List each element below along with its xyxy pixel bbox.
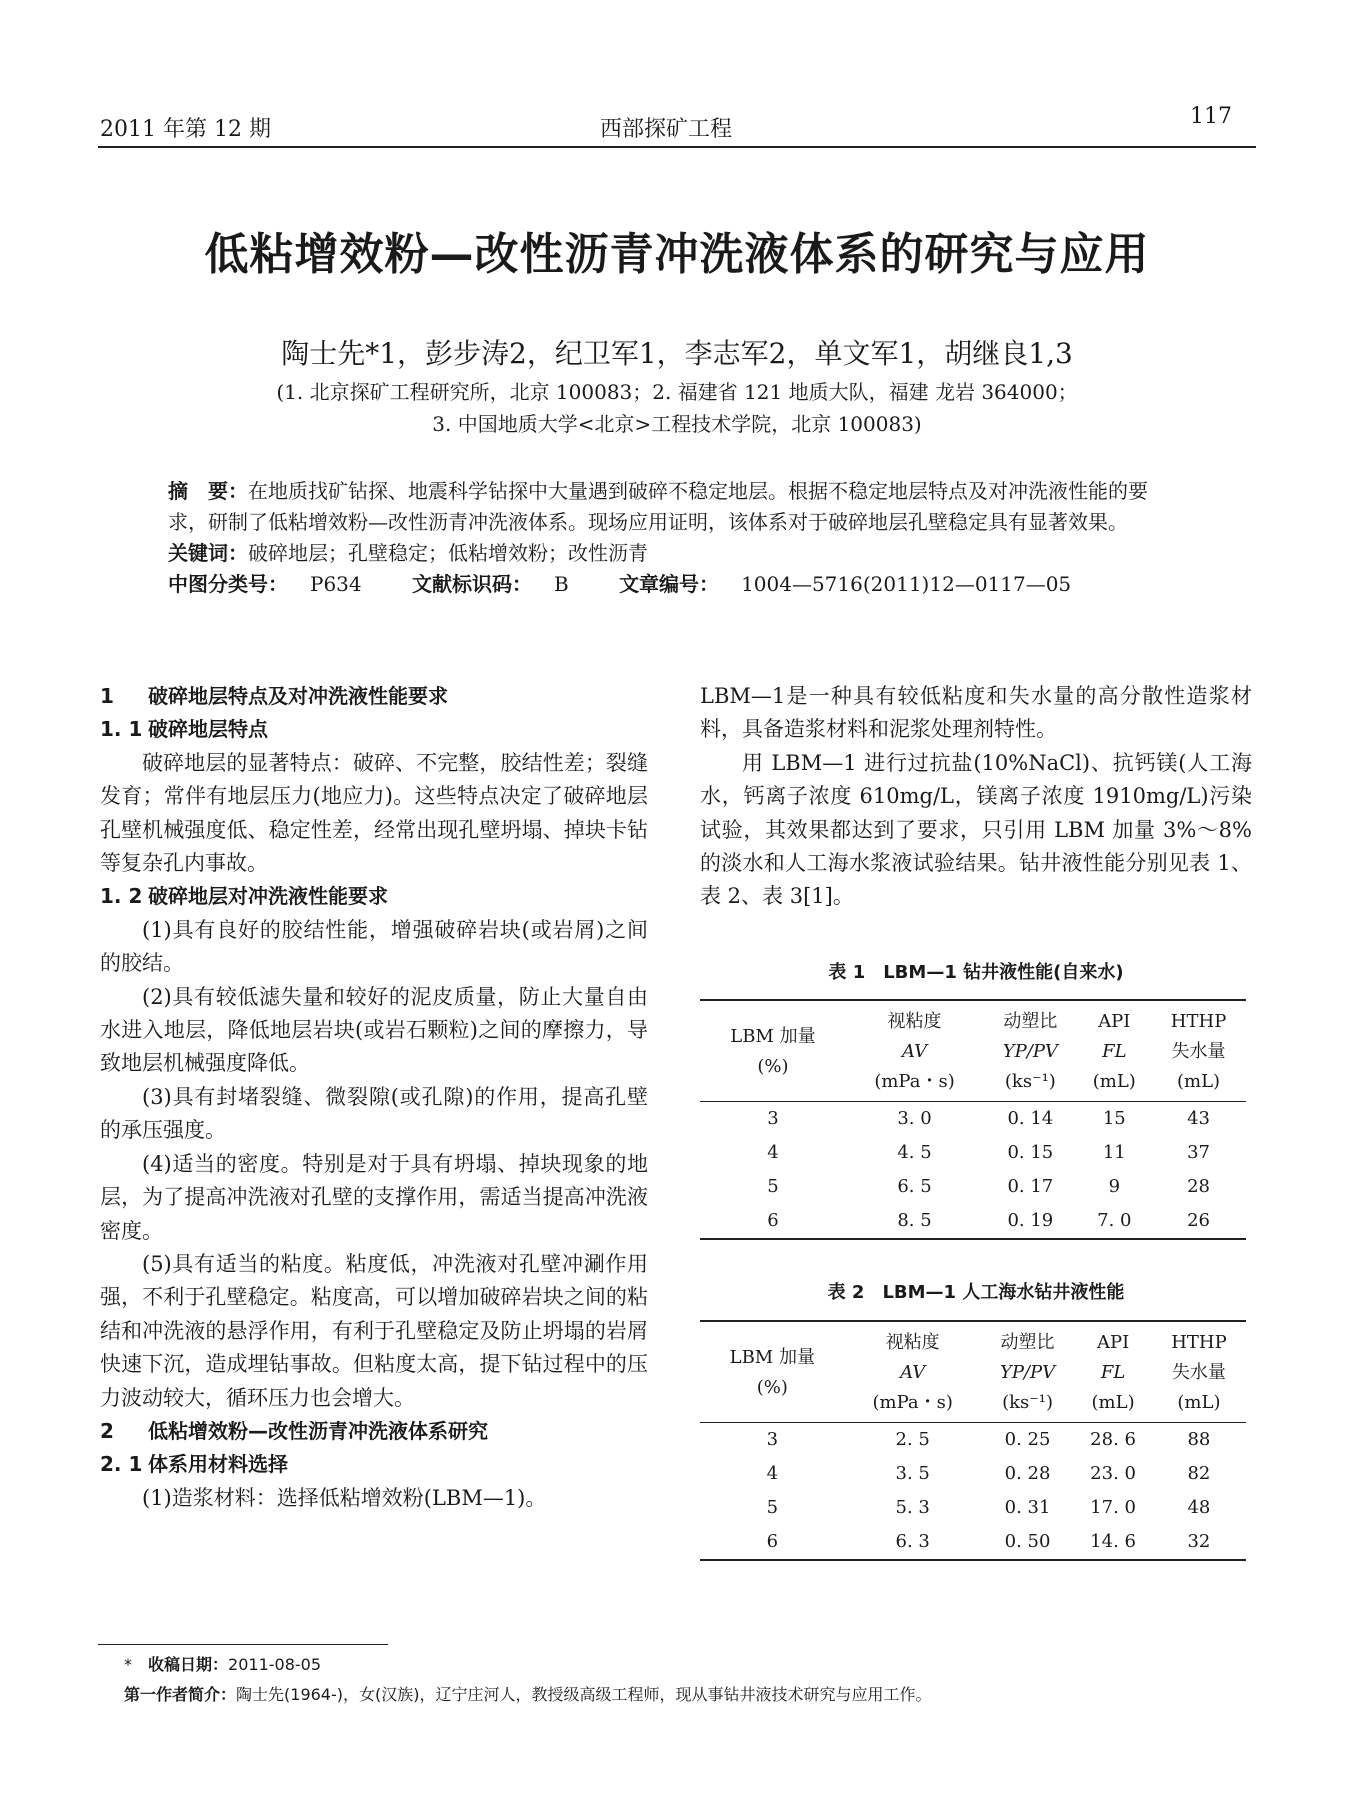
requirement-3: (3)具有封堵裂缝、微裂隙(或孔隙)的作用，提高孔壁的承压强度。: [100, 1084, 648, 1143]
footnote-marker: *: [124, 1655, 132, 1674]
table-row: [700, 1457, 1246, 1491]
table-cell: 4. 5: [897, 1142, 932, 1164]
header-line: (mL): [1177, 1071, 1221, 1093]
table-cell: 6. 3: [895, 1530, 930, 1552]
section-heading-1-1: [100, 713, 648, 746]
section-title: 破碎地层对冲洗液性能要求: [148, 884, 388, 909]
table-cell: 14. 6: [1090, 1530, 1136, 1552]
section-heading-2: [100, 1415, 648, 1448]
abstract-block: [168, 476, 1178, 600]
header-line: LBM 加量: [729, 1346, 815, 1368]
table-cell: 23. 0: [1090, 1462, 1136, 1484]
table-cell: 0. 19: [1007, 1210, 1054, 1232]
table-cell: 82: [1187, 1462, 1211, 1484]
table-cell: 43: [1187, 1108, 1210, 1130]
table-row: [700, 1136, 1246, 1170]
table-cell: 3. 0: [897, 1108, 932, 1130]
keywords-text: 破碎地层；孔壁稳定；低粘增效粉；改性沥青: [248, 541, 648, 565]
received-date-note: [124, 1650, 931, 1680]
requirement-4: (4)适当的密度。特别是对于具有坍塌、掉块现象的地层，为了提高冲洗液对孔壁的支撑作用，需适当提高冲洗液密度。: [100, 1151, 648, 1243]
table-row: [700, 1422, 1246, 1457]
requirement-2: (2)具有较低滤失量和较好的泥皮质量，防止大量自由水进入地层，降低地层岩块(或岩石颗粒)之间的摩擦力，导致地层机械强度降低。: [100, 984, 648, 1076]
header-line: AV: [900, 1361, 926, 1383]
header-line: (ks⁻¹): [1002, 1391, 1053, 1413]
section-number: 2. 1: [100, 1452, 143, 1477]
table-cell: 7. 0: [1097, 1210, 1132, 1232]
header-line: (%): [757, 1056, 789, 1078]
table-cell: 88: [1187, 1428, 1211, 1450]
table-cell: 32: [1187, 1530, 1211, 1552]
author-list: 陶士先*1，彭步涛2，纪卫军1，李志军2，单文军1，胡继良1,3: [281, 337, 1073, 370]
column-header: [700, 1321, 845, 1423]
paragraph: (1)造浆材料：选择低粘增效粉(LBM—1)。: [142, 1485, 547, 1510]
table-header-row: [700, 1000, 1246, 1102]
table-row: [700, 1525, 1246, 1560]
table-cell: 28: [1187, 1176, 1210, 1198]
table-cell: 11: [1102, 1142, 1126, 1164]
doc-code-value: B: [554, 572, 569, 596]
section-heading-1: [100, 680, 648, 713]
keywords-label: 关键词：: [168, 541, 248, 565]
doc-code-label: 文献标识码：: [412, 572, 532, 596]
column-header: [845, 1321, 981, 1423]
received-date: 2011-08-05: [228, 1655, 322, 1674]
header-line: 失水量: [1171, 1041, 1226, 1063]
table-cell: 0. 31: [1004, 1496, 1051, 1518]
column-header: [1074, 1321, 1152, 1423]
header-rule: [98, 146, 1256, 148]
column-header: [1151, 1000, 1246, 1102]
paragraph: 用 LBM—1 进行过抗盐(10%NaCl)、抗钙镁(人工海水，钙离子浓度 610mg/L，镁离子浓度 1910mg/L)污染试验，其效果都达到了要求，只引用 LBM 加量 3%～8%的淡水和人工海水浆液试验结果。钻井液性能分别见表 1、表 2、表 3[1]。: [700, 750, 1252, 909]
table-cell: 37: [1187, 1142, 1210, 1164]
column-header: [983, 1000, 1077, 1102]
page-number: 117: [1190, 104, 1232, 129]
section-title: 低粘增效粉—改性沥青冲洗液体系研究: [148, 1418, 488, 1443]
header-line: (ks⁻¹): [1004, 1071, 1056, 1093]
affiliation-line-1: (1. 北京探矿工程研究所，北京 100083；2. 福建省 121 地质大队，福建 龙岩 364000；: [276, 380, 1078, 404]
header-line: AV: [901, 1041, 928, 1063]
requirement-5: (5)具有适当的粘度。粘度低，冲洗液对孔壁冲涮作用强，不利于孔壁稳定。粘度高，可以增加破碎岩块之间的粘结和冲洗液的悬浮作用，有利于孔壁稳定及防止坍塌的岩屑快速下沉，造成埋钻事故。但粘度太高，提下钻过程中的压力波动较大，循环压力也会增大。: [100, 1251, 648, 1410]
table-cell: 17. 0: [1090, 1496, 1136, 1518]
keywords: [168, 538, 1178, 569]
abstract: [168, 476, 1178, 538]
table-cell: 3. 5: [895, 1462, 930, 1484]
table-cell: 15: [1102, 1108, 1126, 1130]
requirement-1: (1)具有良好的胶结性能，增强破碎岩块(或岩屑)之间的胶结。: [100, 917, 648, 976]
section-number: 1. 2: [100, 884, 143, 909]
paragraph: LBM—1是一种具有较低粘度和失水量的高分散性造浆材料，具备造浆材料和泥浆处理剂特性。: [700, 684, 1252, 742]
clc-value: P634: [310, 572, 362, 596]
table-cell: 3: [766, 1428, 779, 1450]
column-header: [846, 1000, 983, 1102]
table-cell: 28. 6: [1090, 1428, 1136, 1450]
data-table-1: [700, 999, 1246, 1240]
header-line: YP/PV: [999, 1361, 1056, 1383]
bio-text: 陶士先(1964-)，女(汉族)，辽宁庄河人，教授级高级工程师，现从事钻井液技术研究与应用工作。: [236, 1685, 932, 1704]
table-cell: 0. 15: [1007, 1142, 1054, 1164]
clc-label: 中图分类号：: [168, 572, 288, 596]
table-cell: 0. 17: [1007, 1176, 1054, 1198]
footnotes: [124, 1650, 931, 1710]
affiliation-line-2: 3. 中国地质大学<北京>工程技术学院，北京 100083): [432, 412, 922, 436]
section-title: 破碎地层特点: [148, 717, 268, 742]
column-header: [1152, 1321, 1246, 1423]
paper-title: 低粘增效粉—改性沥青冲洗液体系的研究与应用: [204, 229, 1150, 280]
table-cell: 0. 14: [1007, 1108, 1054, 1130]
table-cell: 8. 5: [897, 1210, 932, 1232]
section-number: 1: [100, 684, 114, 708]
paragraph: 破碎地层的显著特点：破碎、不完整，胶结性差；裂缝发育；常伴有地层压力(地应力)。这些特点决定了破碎地层孔壁机械强度低、稳定性差，经常出现孔壁坍塌、掉块卡钻等复杂孔内事故。: [100, 750, 648, 876]
header-line: (%): [756, 1376, 788, 1398]
left-column: [100, 680, 648, 1515]
header-line: (mL): [1092, 1071, 1136, 1093]
table-cell: 6. 5: [897, 1176, 932, 1198]
section-title: 破碎地层特点及对冲洗液性能要求: [148, 684, 448, 708]
table-caption: 表 2 LBM—1 人工海水钻井液性能: [827, 1282, 1125, 1304]
article-no-label: 文章编号：: [619, 572, 720, 596]
header-line: 视粘度: [887, 1011, 942, 1033]
table-cell: 48: [1187, 1496, 1211, 1518]
running-header-issue: 2011 年第 12 期: [100, 117, 271, 142]
table-cell: 26: [1187, 1210, 1210, 1232]
column-header: [1078, 1000, 1152, 1102]
table-cell: 4: [766, 1462, 779, 1484]
header-line: 动塑比: [1003, 1011, 1058, 1033]
header-line: FL: [1100, 1361, 1126, 1383]
table-cell: 3: [767, 1108, 779, 1130]
table-cell: 6: [767, 1210, 779, 1232]
tables-container: [700, 956, 1252, 1561]
table-cell: 9: [1108, 1176, 1121, 1198]
table-cell: 5. 3: [895, 1496, 930, 1518]
bio-label: 第一作者简介：: [124, 1685, 237, 1704]
column-header: [981, 1321, 1074, 1423]
table-cell: 6: [766, 1530, 779, 1552]
table-row: [700, 1204, 1246, 1239]
header-line: (mPa・s): [872, 1391, 953, 1413]
classification-line: [168, 569, 1178, 600]
section-heading-2-1: [100, 1448, 648, 1481]
table-cell: 4: [767, 1142, 779, 1164]
header-line: API: [1096, 1331, 1130, 1353]
table-row: [700, 1170, 1246, 1204]
footnote-rule: [98, 1644, 388, 1645]
table-cell: 5: [767, 1176, 779, 1198]
header-line: (mPa・s): [874, 1071, 955, 1093]
right-column: [700, 680, 1252, 1561]
abstract-label: 摘 要：: [168, 479, 248, 503]
header-line: 视粘度: [885, 1331, 940, 1353]
header-line: (mL): [1177, 1391, 1221, 1413]
header-line: LBM 加量: [730, 1026, 816, 1048]
header-line: 动塑比: [1000, 1331, 1055, 1353]
section-number: 1. 1: [100, 717, 143, 742]
running-header-journal: 西部探矿工程: [600, 117, 733, 142]
header-line: 失水量: [1171, 1361, 1226, 1383]
table-row: [700, 1102, 1246, 1137]
data-table-2: [700, 1320, 1246, 1561]
author-bio-note: [124, 1680, 931, 1710]
article-no-value: 1004—5716(2011)12—0117—05: [741, 572, 1072, 596]
abstract-text: 在地质找矿钻探、地震科学钻探中大量遇到破碎不稳定地层。根据不稳定地层特点及对冲洗液性能的要求，研制了低粘增效粉—改性沥青冲洗液体系。现场应用证明，该体系对于破碎地层孔壁稳定具有显著效果。: [168, 479, 1148, 534]
table-cell: 5: [766, 1496, 779, 1518]
header-line: HTHP: [1171, 1331, 1227, 1353]
header-line: (mL): [1091, 1391, 1135, 1413]
table-cell: 0. 28: [1004, 1462, 1051, 1484]
table-header-row: [700, 1321, 1246, 1423]
section-title: 体系用材料选择: [148, 1452, 288, 1477]
table-cell: 0. 25: [1004, 1428, 1051, 1450]
header-line: YP/PV: [1002, 1041, 1058, 1063]
table-row: [700, 1491, 1246, 1525]
table-caption: 表 1 LBM—1 钻井液性能(自来水): [828, 961, 1124, 983]
section-number: 2: [100, 1418, 114, 1443]
received-label: 收稿日期：: [148, 1655, 229, 1674]
table-cell: 0. 50: [1004, 1530, 1051, 1552]
header-line: HTHP: [1170, 1011, 1227, 1033]
table-cell: 2. 5: [895, 1428, 930, 1450]
header-line: FL: [1102, 1041, 1127, 1063]
header-line: API: [1098, 1011, 1131, 1033]
column-header: [700, 1000, 846, 1102]
section-heading-1-2: [100, 880, 648, 913]
